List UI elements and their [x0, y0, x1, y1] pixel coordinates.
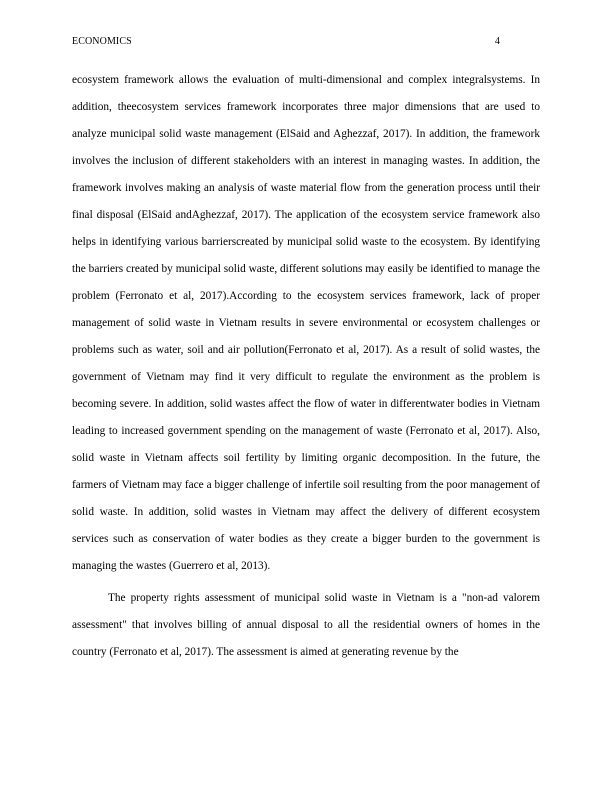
paragraph-property-rights: The property rights assessment of municipal solid waste in Vietnam is a "non-ad valorem assessment" that involves billing of annual disposal to all the residential owners of homes in the country (Ferronato et al, 2017). The assessment is aimed at generating revenue by the	[72, 592, 540, 658]
page-header	[72, 36, 540, 52]
document-body	[72, 67, 540, 666]
page-number: 4	[494, 36, 500, 47]
running-head: ECONOMICS	[72, 36, 132, 47]
paragraph-ecosystem-framework: ecosystem framework allows the evaluation of multi-dimensional and complex integralsystems. In addition, theecosystem services framework incorporates three major dimensions that are used to analyze municipal solid waste management (ElSaid and Aghezzaf, 2017). In addition, the framework involves the inclusion of different stakeholders with an interest in managing wastes. In addition, the framework involves making an analysis of waste material flow from the generation process until their final disposal (ElSaid andAghezzaf, 2017). The application of the ecosystem service framework also helps in identifying various barrierscreated by municipal solid waste to the ecosystem. By identifying the barriers created by municipal solid waste, different solutions may easily be identified to manage the problem (Ferronato et al, 2017).According to the ecosystem services framework, lack of proper management of solid waste in Vietnam results in severe environmental or ecosystem challenges or problems such as water, soil and air pollution(Ferronato et al, 2017). As a result of solid wastes, the government of Vietnam may find it very difficult to regulate the environment as the problem is becoming severe. In addition, solid wastes affect the flow of water in differentwater bodies in Vietnam leading to increased government spending on the management of waste (Ferronato et al, 2017). Also, solid waste in Vietnam affects soil fertility by limiting organic decomposition. In the future, the farmers of Vietnam may face a bigger challenge of infertile soil resulting from the poor management of solid waste. In addition, solid wastes in Vietnam may affect the delivery of different ecosystem services such as conservation of water bodies as they create a bigger burden to the government is managing the wastes (Guerrero et al, 2013).	[72, 74, 540, 572]
